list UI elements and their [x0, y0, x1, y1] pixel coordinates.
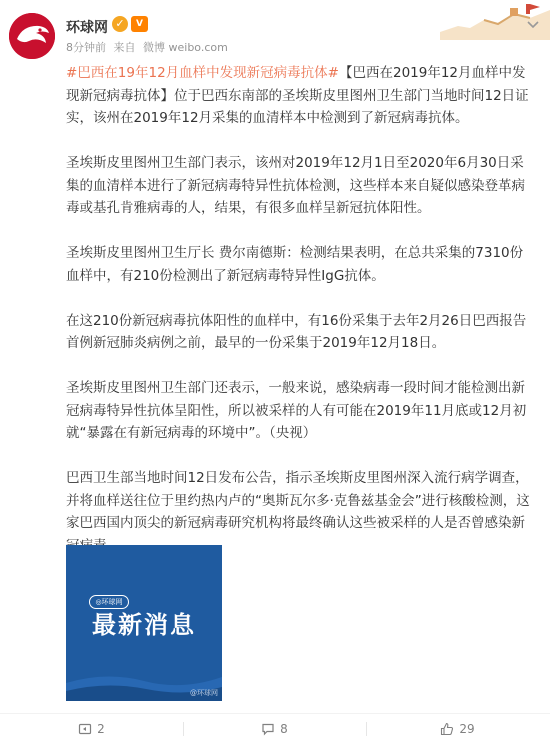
repost-button[interactable] [0, 714, 183, 743]
post-paragraph [66, 62, 536, 130]
like-button[interactable] [366, 714, 549, 743]
action-bar [0, 713, 550, 743]
post-paragraph: 圣埃斯皮里图州卫生部门表示，该州对2019年12月1日至2020年6月30日采集的血清样本进行了新冠病毒特异性抗体检测，这些样本来自疑似感染登革病毒或基孔肯雅病毒的人，结果，有很多血样呈新冠抗体阳性。 [66, 155, 525, 216]
post-meta [66, 39, 232, 55]
post-paragraph: 圣埃斯皮里图州卫生部门还表示，一般来说，感染病毒一段时间才能检测出新冠病毒特异性抗体呈阳性，所以被采样的人有可能在2019年11月底或12月初就“暴露在有新冠病毒的环境中”。（央视） [66, 380, 527, 441]
source-prefix: 来自 [113, 41, 136, 54]
post-paragraph: 在这210份新冠病毒抗体阳性的血样中，有16份采集于去年2月26日巴西报告首例新冠肺炎病例之前，最早的一份采集于2019年12月18日。 [66, 312, 527, 351]
vip-badge-icon: V [131, 16, 148, 32]
repost-count: 2 [97, 722, 105, 736]
post-image[interactable] [66, 545, 222, 701]
hashtag-link[interactable]: #巴西在19年12月血样中发现新冠病毒抗体# [66, 65, 339, 81]
paragraph-text: 【巴西在2019年12月血样中发现新冠病毒抗体】位于巴西东南部的圣埃斯皮里图州卫生部门当地时间12日证实，该州在2019年12月采集的血清样本中检测到了新冠病毒抗体。 [66, 65, 529, 126]
comment-count: 8 [280, 722, 288, 736]
comment-icon [261, 722, 275, 736]
image-watermark: @环球网 [190, 689, 218, 697]
author-name[interactable]: 环球网 [66, 20, 108, 36]
verified-icon: ✓ [112, 16, 128, 32]
author-avatar[interactable] [9, 13, 55, 59]
image-title: 最新消息 [92, 611, 196, 639]
repost-icon [78, 722, 92, 736]
comment-button[interactable] [183, 714, 366, 743]
post-paragraph: 巴西卫生部当地时间12日发布公告，指示圣埃斯皮里图州深入流行病学调查，并将血样送往位于里约热内卢的“奥斯瓦尔多·克鲁兹基金会”进行核酸检测，这家巴西国内顶尖的新冠病毒研究机构将最终确认这些被采样的人是否曾感染新 [66, 470, 530, 531]
huanqiu-logo-icon [9, 13, 55, 59]
post-time[interactable]: 8分钟前 [66, 41, 106, 54]
chevron-down-icon[interactable] [526, 17, 540, 31]
image-brand: ◎环球网 [89, 595, 129, 609]
post-header [0, 0, 550, 66]
post-paragraph: 圣埃斯皮里图州卫生厅长 费尔南德斯：检测结果表明，在总共采集的7310份血样中，有210份检测出了新冠病毒特异性IgG抗体。 [66, 245, 524, 284]
like-count: 29 [459, 722, 475, 736]
thumbs-up-icon [440, 722, 454, 736]
post-source[interactable]: 微博 weibo.com [143, 41, 228, 54]
post-content [66, 62, 536, 557]
